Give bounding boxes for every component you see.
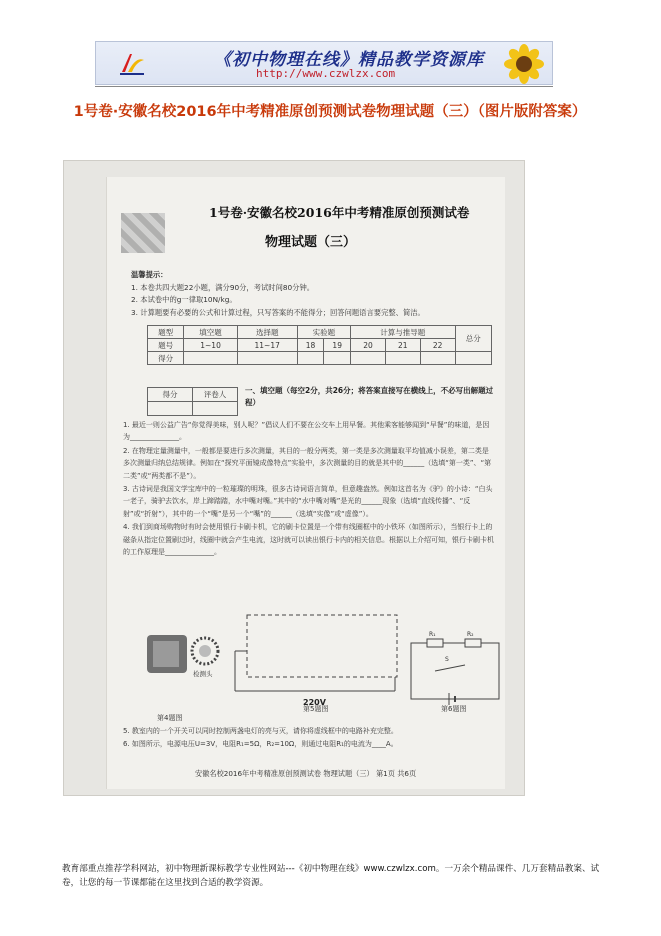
score-header-cell: 实验题 xyxy=(297,326,350,339)
question-list-tail xyxy=(123,725,495,750)
caption-fig4: 第4题图 xyxy=(157,714,183,722)
card-reader-figure xyxy=(145,629,223,679)
blurred-seal xyxy=(121,213,165,253)
fig5-voltage: 220V xyxy=(303,698,326,707)
tips-title: 温馨提示： xyxy=(131,270,168,279)
tips-block xyxy=(131,269,501,319)
site-banner xyxy=(95,41,553,85)
score-table xyxy=(147,325,492,365)
sunflower-icon xyxy=(502,44,546,84)
question-item: 2. 在物理定量测量中，一般都是要进行多次测量，其目的一般分两类，第一类是多次测量取平均值减小误差，第二类是多次测量归纳总结规律。例如在“探究平面镜成像特点”实验中，多次测量的目的就是其中的______（选填“第一类”、“第二类”或“两类都不是”）。 xyxy=(123,446,492,480)
score-header-cell: 填空题 xyxy=(184,326,237,339)
exam-subject-title: 物理试题（三） xyxy=(265,235,357,250)
tip-item: 3. 计算题要有必要的公式和计算过程，只写答案的不能得分；回答问题语言要完整、简洁。 xyxy=(131,307,425,317)
score-cell: 得分 xyxy=(148,352,184,365)
question-item: 5. 教室内的一个开关可以同时控制两盏电灯的亮与灭，请你将虚线框中的电路补充完整。 xyxy=(123,727,398,735)
page-title: 1号卷·安徽名校2016年中考精准原创预测试卷物理试题（三）（图片版附答案） xyxy=(73,104,587,120)
exam-footer: 安徽名校2016年中考精准原创预测试卷 物理试题（三） 第1页 共6页 xyxy=(195,769,417,778)
grader-cell: 得分 xyxy=(148,388,193,402)
site-logo-icon xyxy=(118,50,146,78)
question-item: 4. 我们到商场购物时有时会使用银行卡刷卡机，它的刷卡位置是一个带有线圈框中的小铁环（如图所示），当银行卡上的磁条从指定位置刷过时，线圈中就会产生电流，这时就可以读出银行卡内的相关信息。根据以上介绍可知，银行卡刷卡机的工作原理是______________。 xyxy=(123,523,494,557)
banner-title: 《初中物理在线》精品教学资源库 xyxy=(214,50,484,70)
question-item: 3. 古诗词是我国文学宝库中的一粒璀璨的明珠，很多古诗词语言简单，但意趣盎然。例如这首名为《驴》的小诗：“白头一老子，骑驴去饮水，岸上蹄踏踏，水中嘴对嘴。”其中的“水中嘴对嘴”是光的______现象（选填“直线传播”、“反射”或“折射”），其中的一个“嘴”是另一个“嘴”的______（选填“实像”或“虚像”）。 xyxy=(123,485,493,518)
grader-table xyxy=(147,387,238,416)
fig4-label: 检测头 xyxy=(193,670,213,678)
score-cell: 11~17 xyxy=(237,339,297,352)
score-cell: 20 xyxy=(351,339,386,352)
fig6-r2: R₂ xyxy=(467,631,474,638)
score-header-cell: 计算与推导题 xyxy=(351,326,456,339)
fig6-switch: S xyxy=(445,656,449,663)
grader-cell: 评卷人 xyxy=(193,388,238,402)
score-header-cell: 总分 xyxy=(455,326,491,352)
caption-fig5: 第5题图 xyxy=(303,705,329,713)
tip-item: 2. 本试卷中的g一律取10N/kg。 xyxy=(131,295,237,304)
banner-url[interactable]: http://www.czwlzx.com xyxy=(256,67,396,80)
header-rule xyxy=(95,86,553,87)
score-cell: 题号 xyxy=(148,339,184,352)
section-heading: 一、填空题（每空2分，共26分；将答案直接写在横线上，不必写出解题过程） xyxy=(245,386,494,407)
exam-sheet xyxy=(106,177,505,789)
score-cell: 19 xyxy=(324,339,351,352)
score-cell: 22 xyxy=(420,339,455,352)
question-item: 1. 最近一则公益广告“你觉得美味，别人呢？”倡议人们不要在公交车上用早餐。其他乘客能够闻到“早餐”的味道，是因为______________。 xyxy=(123,421,490,442)
score-header-cell: 选择题 xyxy=(237,326,297,339)
circuit-figure-6 xyxy=(405,631,505,705)
caption-fig6: 第6题图 xyxy=(441,705,467,713)
exam-photo xyxy=(63,160,525,796)
bottom-note: 教育部重点推荐学科网站，初中物理新课标教学专业性网站---《初中物理在线》www.czwlzx.com。一万余个精品课件、几万套精品教案、试卷，让您的每一节课都能在这里找到合适的教学资源。 xyxy=(62,864,600,888)
score-header-cell: 题型 xyxy=(148,326,184,339)
score-cell: 21 xyxy=(385,339,420,352)
exam-header-title: 1号卷·安徽名校2016年中考精准原创预测试卷 xyxy=(209,205,470,220)
question-item: 6. 如图所示，电源电压U=3V，电阻R₁=5Ω，R₂=10Ω，则通过电阻R₁的电流为____A。 xyxy=(123,739,398,748)
tip-item: 1. 本卷共四大题22小题，满分90分，考试时间80分钟。 xyxy=(131,282,315,292)
fig6-r1: R₁ xyxy=(429,631,436,638)
score-cell: 18 xyxy=(297,339,324,352)
score-cell: 1~10 xyxy=(184,339,237,352)
question-list xyxy=(123,419,495,559)
